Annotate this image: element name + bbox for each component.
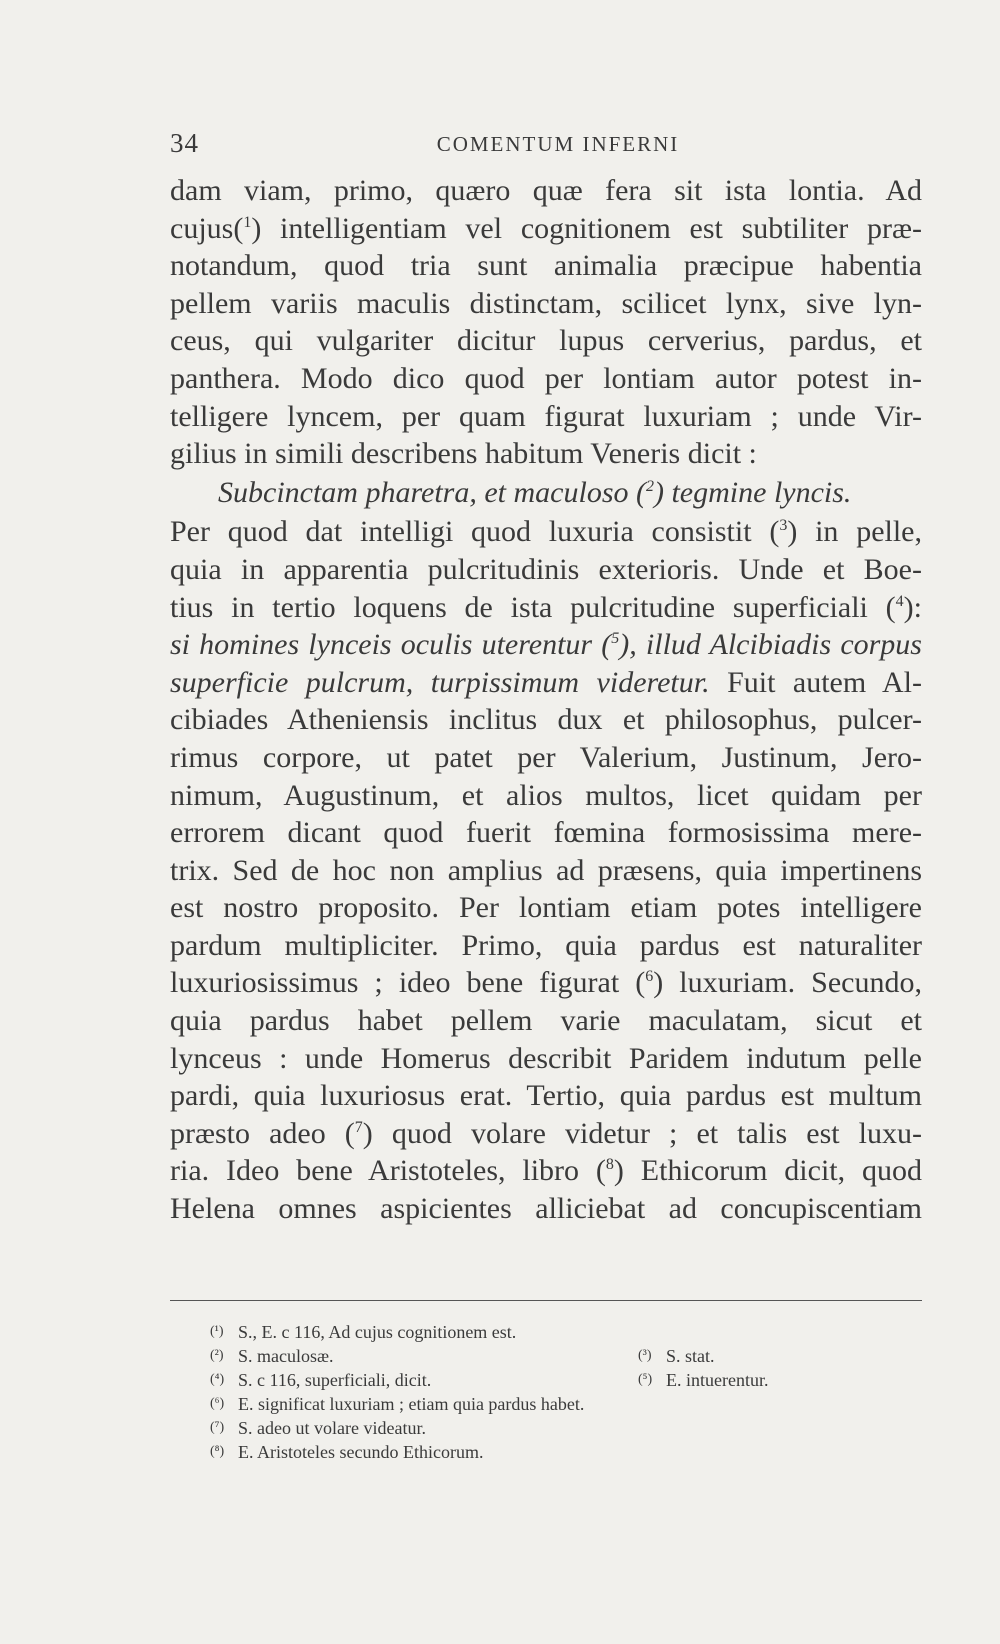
- footnote-item: (⁷) S. adeo ut volare videatur.: [210, 1418, 426, 1438]
- text-line: pellem variis maculis distinctam, scilicet lynx, sive lyn-: [170, 286, 922, 320]
- text-line: est nostro proposito. Per lontiam etiam potes intelligere: [170, 891, 922, 925]
- footnote-ref[interactable]: 6: [645, 968, 654, 986]
- text-line: tius in tertio loquens de ista pulcritudine superficiali ($^4$):: [170, 590, 922, 624]
- text-line: lynceus : unde Homerus describit Paridem indutum pelle: [170, 1041, 922, 1075]
- text-line: si homines lynceis oculis uterentur ($^5$), illud Alcibiadis corpus: [170, 628, 922, 662]
- page-header: [170, 128, 922, 168]
- text-line: notandum, quod tria sunt animalia præcipue habentia: [170, 249, 922, 283]
- footnote-ref[interactable]: 1: [243, 213, 252, 231]
- text-line: Helena omnes aspicientes alliciebat ad concupiscentiam: [170, 1192, 922, 1226]
- text-line: trix. Sed de hoc non amplius ad præsens, quia impertinens: [170, 853, 922, 887]
- footnote-item: (⁵) E. intuerentur.: [638, 1370, 769, 1390]
- text-line: dam viam, primo, quæro quæ fera sit ista lontia. Ad: [170, 174, 922, 207]
- text-line: luxuriosissimus ; ideo bene figurat ($^6$) luxuriam. Secundo,: [170, 966, 922, 1000]
- text-line: superficie pulcrum, turpissimum videretur. Fuit autem Al-: [170, 665, 922, 699]
- text-line: quia pardus habet pellem varie maculatam, sicut et: [170, 1004, 922, 1038]
- footnotes: [210, 1320, 860, 1464]
- text-line: nimum, Augustinum, et alios multos, licet quidam per: [170, 778, 922, 812]
- text-line: telligere lyncem, per quam figurat luxuriam ; unde Vir-: [170, 399, 922, 433]
- text-line: ceus, qui vulgariter dicitur lupus cerverius, pardus, et: [170, 324, 922, 358]
- footnote-ref[interactable]: 7: [354, 1118, 363, 1136]
- text-line: cujus($^1$) intelligentiam vel cognitionem est subtiliter præ-: [170, 211, 922, 245]
- text-line: gilius in simili describens habitum Veneris dicit :: [170, 437, 757, 471]
- main-text: [170, 172, 922, 1228]
- footnote-item: (²) S. maculosæ. (³) S. stat.: [210, 1346, 715, 1366]
- footnote-item: (⁶) E. significat luxuriam ; etiam quia pardus habet.: [210, 1394, 585, 1414]
- footnote-ref[interactable]: 5: [611, 630, 620, 648]
- text-line: quia in apparentia pulcritudinis exterioris. Unde et Boe-: [170, 552, 922, 586]
- footnote-item: (³) S. stat.: [638, 1346, 715, 1366]
- footnote-item: (¹) S., E. c 116, Ad cujus cognitionem est.: [210, 1322, 517, 1342]
- text-line: Per quod dat intelligi quod luxuria consistit ($^3$) in pelle,: [170, 515, 922, 549]
- text-line: pardi, quia luxuriosus erat. Tertio, quia pardus est multum: [170, 1079, 922, 1113]
- footnote-divider: [170, 1300, 922, 1301]
- text-line: errorem dicant quod fuerit fœmina formosissima mere-: [170, 816, 922, 850]
- text-line: cibiades Atheniensis inclitus dux et philosophus, pulcer-: [170, 703, 922, 737]
- footnote-item: (⁸) E. Aristoteles secundo Ethicorum.: [210, 1442, 484, 1462]
- footnote-ref[interactable]: 2: [645, 477, 654, 495]
- text-line: rimus corpore, ut patet per Valerium, Justinum, Jero-: [170, 740, 922, 774]
- text-line: præsto adeo ($^7$) quod volare videtur ; et talis est luxu-: [170, 1116, 922, 1150]
- running-title: COMENTUM INFERNI: [436, 132, 680, 156]
- footnote-ref[interactable]: 4: [895, 592, 904, 610]
- page-number: 34: [170, 128, 199, 158]
- footnote-ref[interactable]: 8: [605, 1156, 614, 1174]
- verse-quotation: Subcinctam pharetra, et maculoso ($^2$) tegmine lyncis.: [218, 475, 852, 509]
- text-line: panthera. Modo dico quod per lontiam autor potest in-: [170, 361, 922, 395]
- text-line: pardum multipliciter. Primo, quia pardus est naturaliter: [170, 928, 922, 962]
- footnote-ref[interactable]: 3: [779, 517, 788, 535]
- footnote-item: (⁴) S. c 116, superficiali, dicit. (⁵) E. intuerentur.: [210, 1370, 769, 1390]
- text-line: ria. Ideo bene Aristoteles, libro ($^8$) Ethicorum dicit, quod: [170, 1154, 922, 1188]
